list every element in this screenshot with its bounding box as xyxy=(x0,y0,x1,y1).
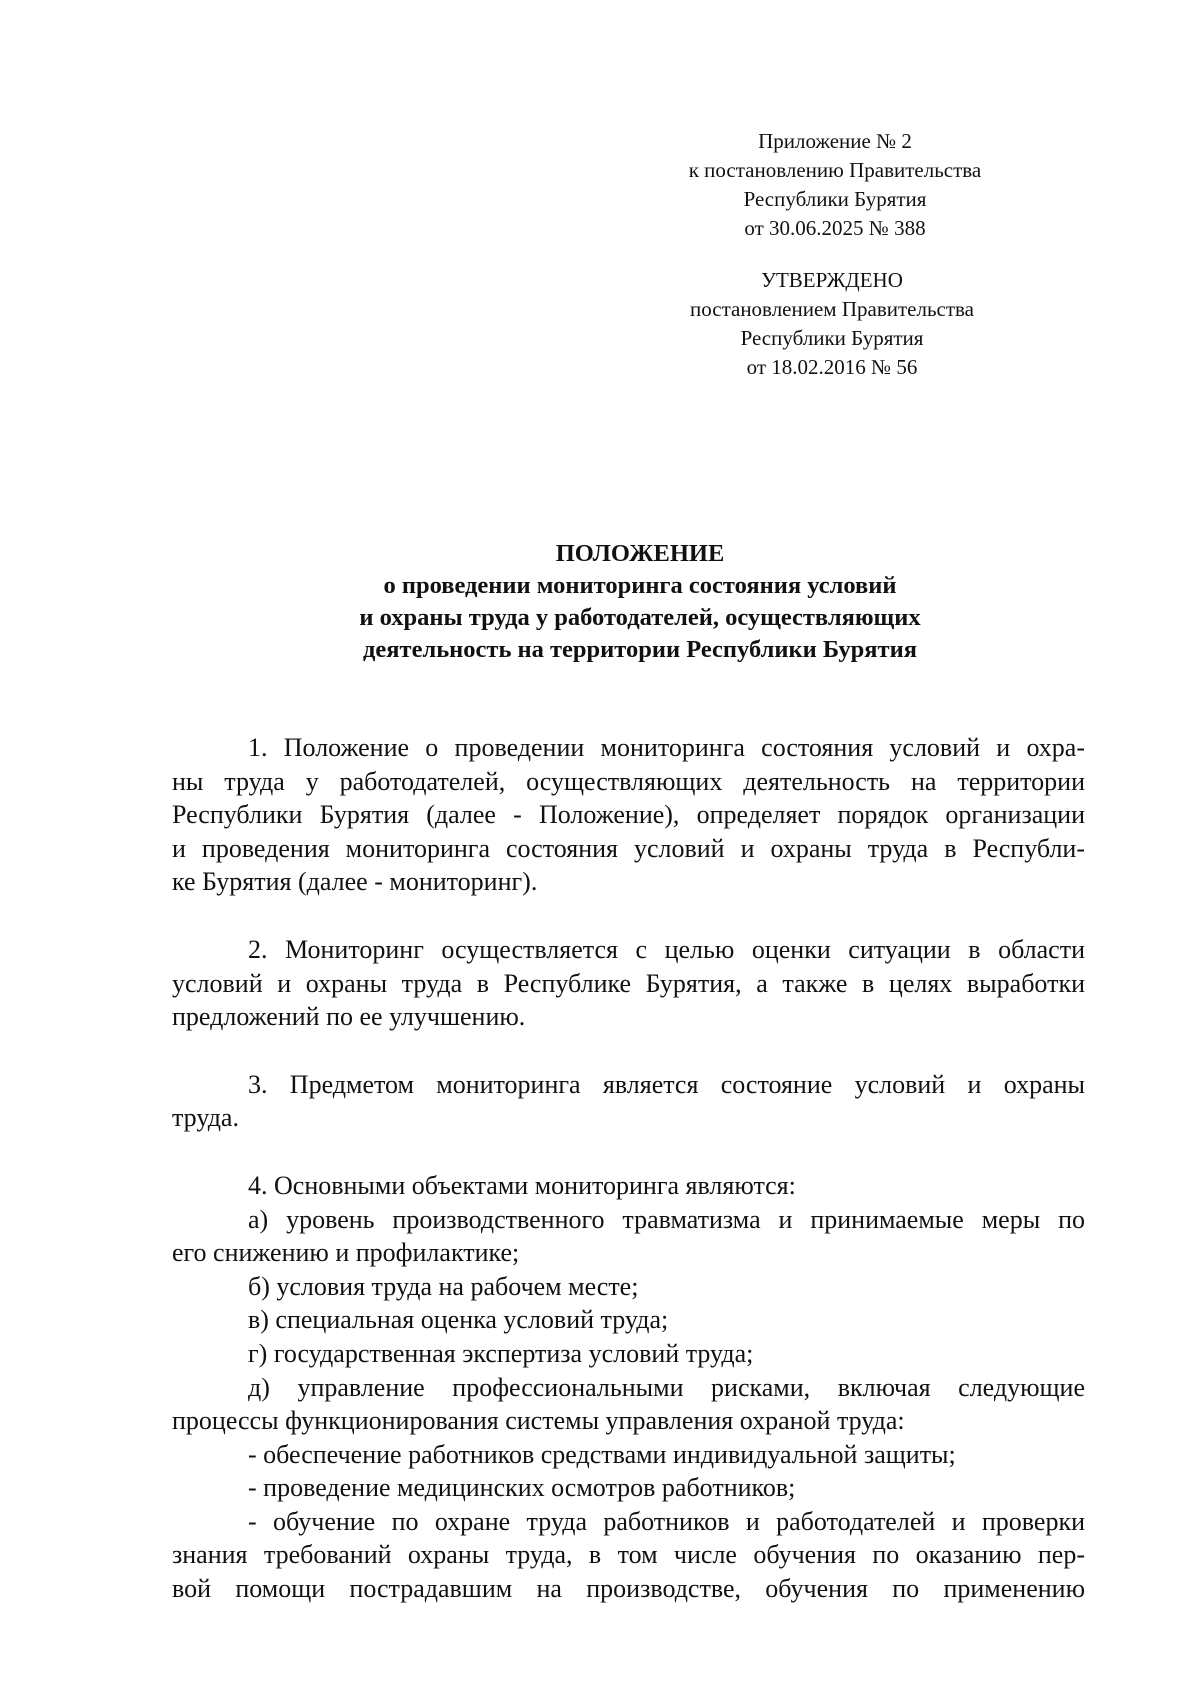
title-line: деятельность на территории Республики Бурятия xyxy=(363,636,917,663)
text-line: и проведения мониторинга состояния условий и охраны труда в Республи- xyxy=(172,833,1085,863)
paragraph-gap xyxy=(172,1135,1085,1169)
document-body xyxy=(172,731,1085,1606)
text-line: 2. Мониторинг осуществляется с целью оценки ситуации в области xyxy=(248,934,1085,964)
text-line: - обеспечение работников средствами индивидуальной защиты; xyxy=(248,1439,956,1469)
text-line: - проведение медицинских осмотров работников; xyxy=(248,1473,796,1503)
paragraph-3 xyxy=(172,1068,1085,1135)
approval-region: Республики Бурятия xyxy=(740,326,924,350)
text-line: д) управление профессиональными рисками, включая следующие xyxy=(248,1372,1085,1402)
text-line: а) уровень производственного травматизма и принимаемые меры по xyxy=(248,1204,1085,1234)
text-line: процессы функционирования системы управления охраной труда: xyxy=(172,1406,905,1436)
text-line: 1. Положение о проведении мониторинга состояния условий и охра- xyxy=(248,733,1085,762)
paragraph-gap xyxy=(172,1034,1085,1068)
text-line: Республики Бурятия (далее - Положение), определяет порядок организации xyxy=(172,800,1085,830)
text-line: 4. Основными объектами мониторинга являются: xyxy=(248,1170,796,1200)
text-line: в) специальная оценка условий труда; xyxy=(248,1305,669,1335)
text-line: предложений по ее улучшению. xyxy=(172,1002,526,1032)
document-title xyxy=(160,538,1120,666)
approval-date: от 18.02.2016 № 56 xyxy=(746,355,918,379)
text-line: ке Бурятия (далее - мониторинг). xyxy=(172,867,538,897)
title-heading: ПОЛОЖЕНИЕ xyxy=(555,540,725,567)
text-line: труда. xyxy=(172,1103,239,1133)
text-line: г) государственная экспертиза условий труда; xyxy=(248,1338,754,1368)
appendix-number: Приложение № 2 xyxy=(758,129,912,153)
text-line: его снижению и профилактике; xyxy=(172,1238,520,1268)
text-line: вой помощи пострадавшим на производстве, обучения по применению xyxy=(172,1574,1085,1604)
paragraph-gap xyxy=(172,899,1085,933)
text-line: б) условия труда на рабочем месте; xyxy=(248,1271,639,1301)
title-line: о проведении мониторинга состояния условий xyxy=(383,572,897,599)
text-line: условий и охраны труда в Республике Бурятия, а также в целях выработки xyxy=(172,968,1085,998)
paragraph-1 xyxy=(172,731,1085,899)
approval-label: УТВЕРЖДЕНО xyxy=(761,268,903,292)
text-line: ны труда у работодателей, осуществляющих деятельность на территории xyxy=(172,766,1085,796)
appendix-reference: к постановлению Правительства xyxy=(688,158,982,182)
paragraph-2 xyxy=(172,933,1085,1034)
text-line: - обучение по охране труда работников и работодателей и проверки xyxy=(248,1506,1085,1536)
text-line: знания требований охраны труда, в том числе обучения по оказанию пер- xyxy=(172,1540,1085,1570)
appendix-date: от 30.06.2025 № 388 xyxy=(744,216,926,240)
text-line: 3. Предметом мониторинга является состояние условий и охраны xyxy=(248,1069,1085,1099)
approval-reference: постановлением Правительства xyxy=(689,297,974,321)
title-line: и охраны труда у работодателей, осуществляющих xyxy=(359,604,921,631)
paragraph-4 xyxy=(172,1169,1085,1606)
appendix-region: Республики Бурятия xyxy=(743,187,927,211)
appendix-header xyxy=(625,127,1045,243)
approval-header xyxy=(622,266,1042,382)
